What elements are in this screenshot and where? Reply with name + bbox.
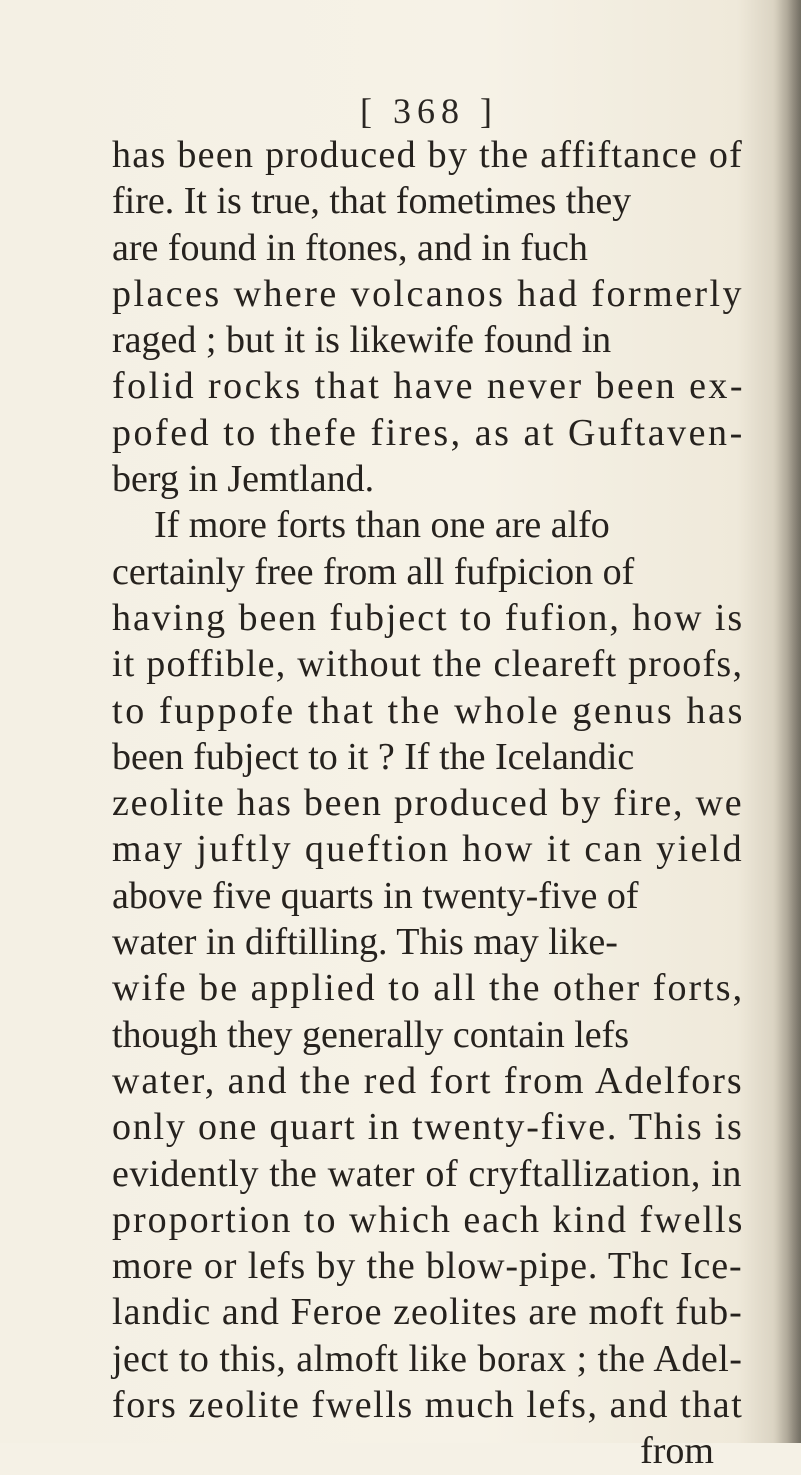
text-line: are found in ftones, and in fuch	[112, 226, 588, 269]
page-number: [ 368 ]	[360, 91, 498, 131]
text-line: wife be applied to all the other forts,	[112, 967, 745, 1010]
text-line: fors zeolite fwells much lefs, and that	[112, 1384, 744, 1427]
text-line: evidently the water of cryftallization, in	[112, 1152, 743, 1195]
text-line: certainly free from all fufpicion of	[112, 550, 635, 593]
catchword: from	[640, 1430, 714, 1473]
text-line: water in diftilling. This may like-	[112, 921, 618, 964]
text-line: though they generally contain lefs	[112, 1013, 630, 1056]
text-line: berg in Jemtland.	[112, 458, 375, 501]
text-line: pofed to thefe fires, as at Guftaven-	[112, 411, 745, 454]
text-line: may juftly queftion how it can yield	[112, 828, 744, 871]
text-line: above five quarts in twenty-five of	[112, 874, 639, 917]
text-line: folid rocks that have never been ex-	[112, 365, 745, 408]
text-line: landic and Feroe zeolites are moft fub-	[112, 1291, 743, 1334]
text-line: places where volcanos had formerly	[112, 272, 744, 315]
text-line: fire. It is true, that fometimes they	[112, 180, 632, 223]
text-line: has been produced by the affiftance of	[112, 134, 744, 176]
text-line: been fubject to it ? If the Icelandic	[112, 735, 635, 778]
text-line: more or lefs by the blow-pipe. Thc Ice-	[112, 1245, 743, 1288]
page-edge-shadow	[773, 0, 801, 1443]
text-line: it poffible, without the cleareft proofs,	[112, 643, 744, 686]
text-line: zeolite has been produced by fire, we	[112, 782, 744, 825]
text-line: proportion to which each kind fwells	[112, 1198, 745, 1241]
text-line: ject to this, almoft like borax ; the Adel-	[112, 1337, 743, 1380]
text-line: having been fubject to fufion, how is	[112, 596, 745, 639]
text-line: to fuppofe that the whole genus has	[112, 689, 746, 732]
body-text	[112, 132, 746, 1475]
text-line: water, and the red fort from Adelfors	[112, 1059, 744, 1102]
text-line: only one quart in twenty-five. This is	[112, 1106, 744, 1149]
text-line: raged ; but it is likewife found in	[112, 319, 612, 362]
paragraph-start-line: If more forts than one are alfo	[154, 504, 610, 547]
